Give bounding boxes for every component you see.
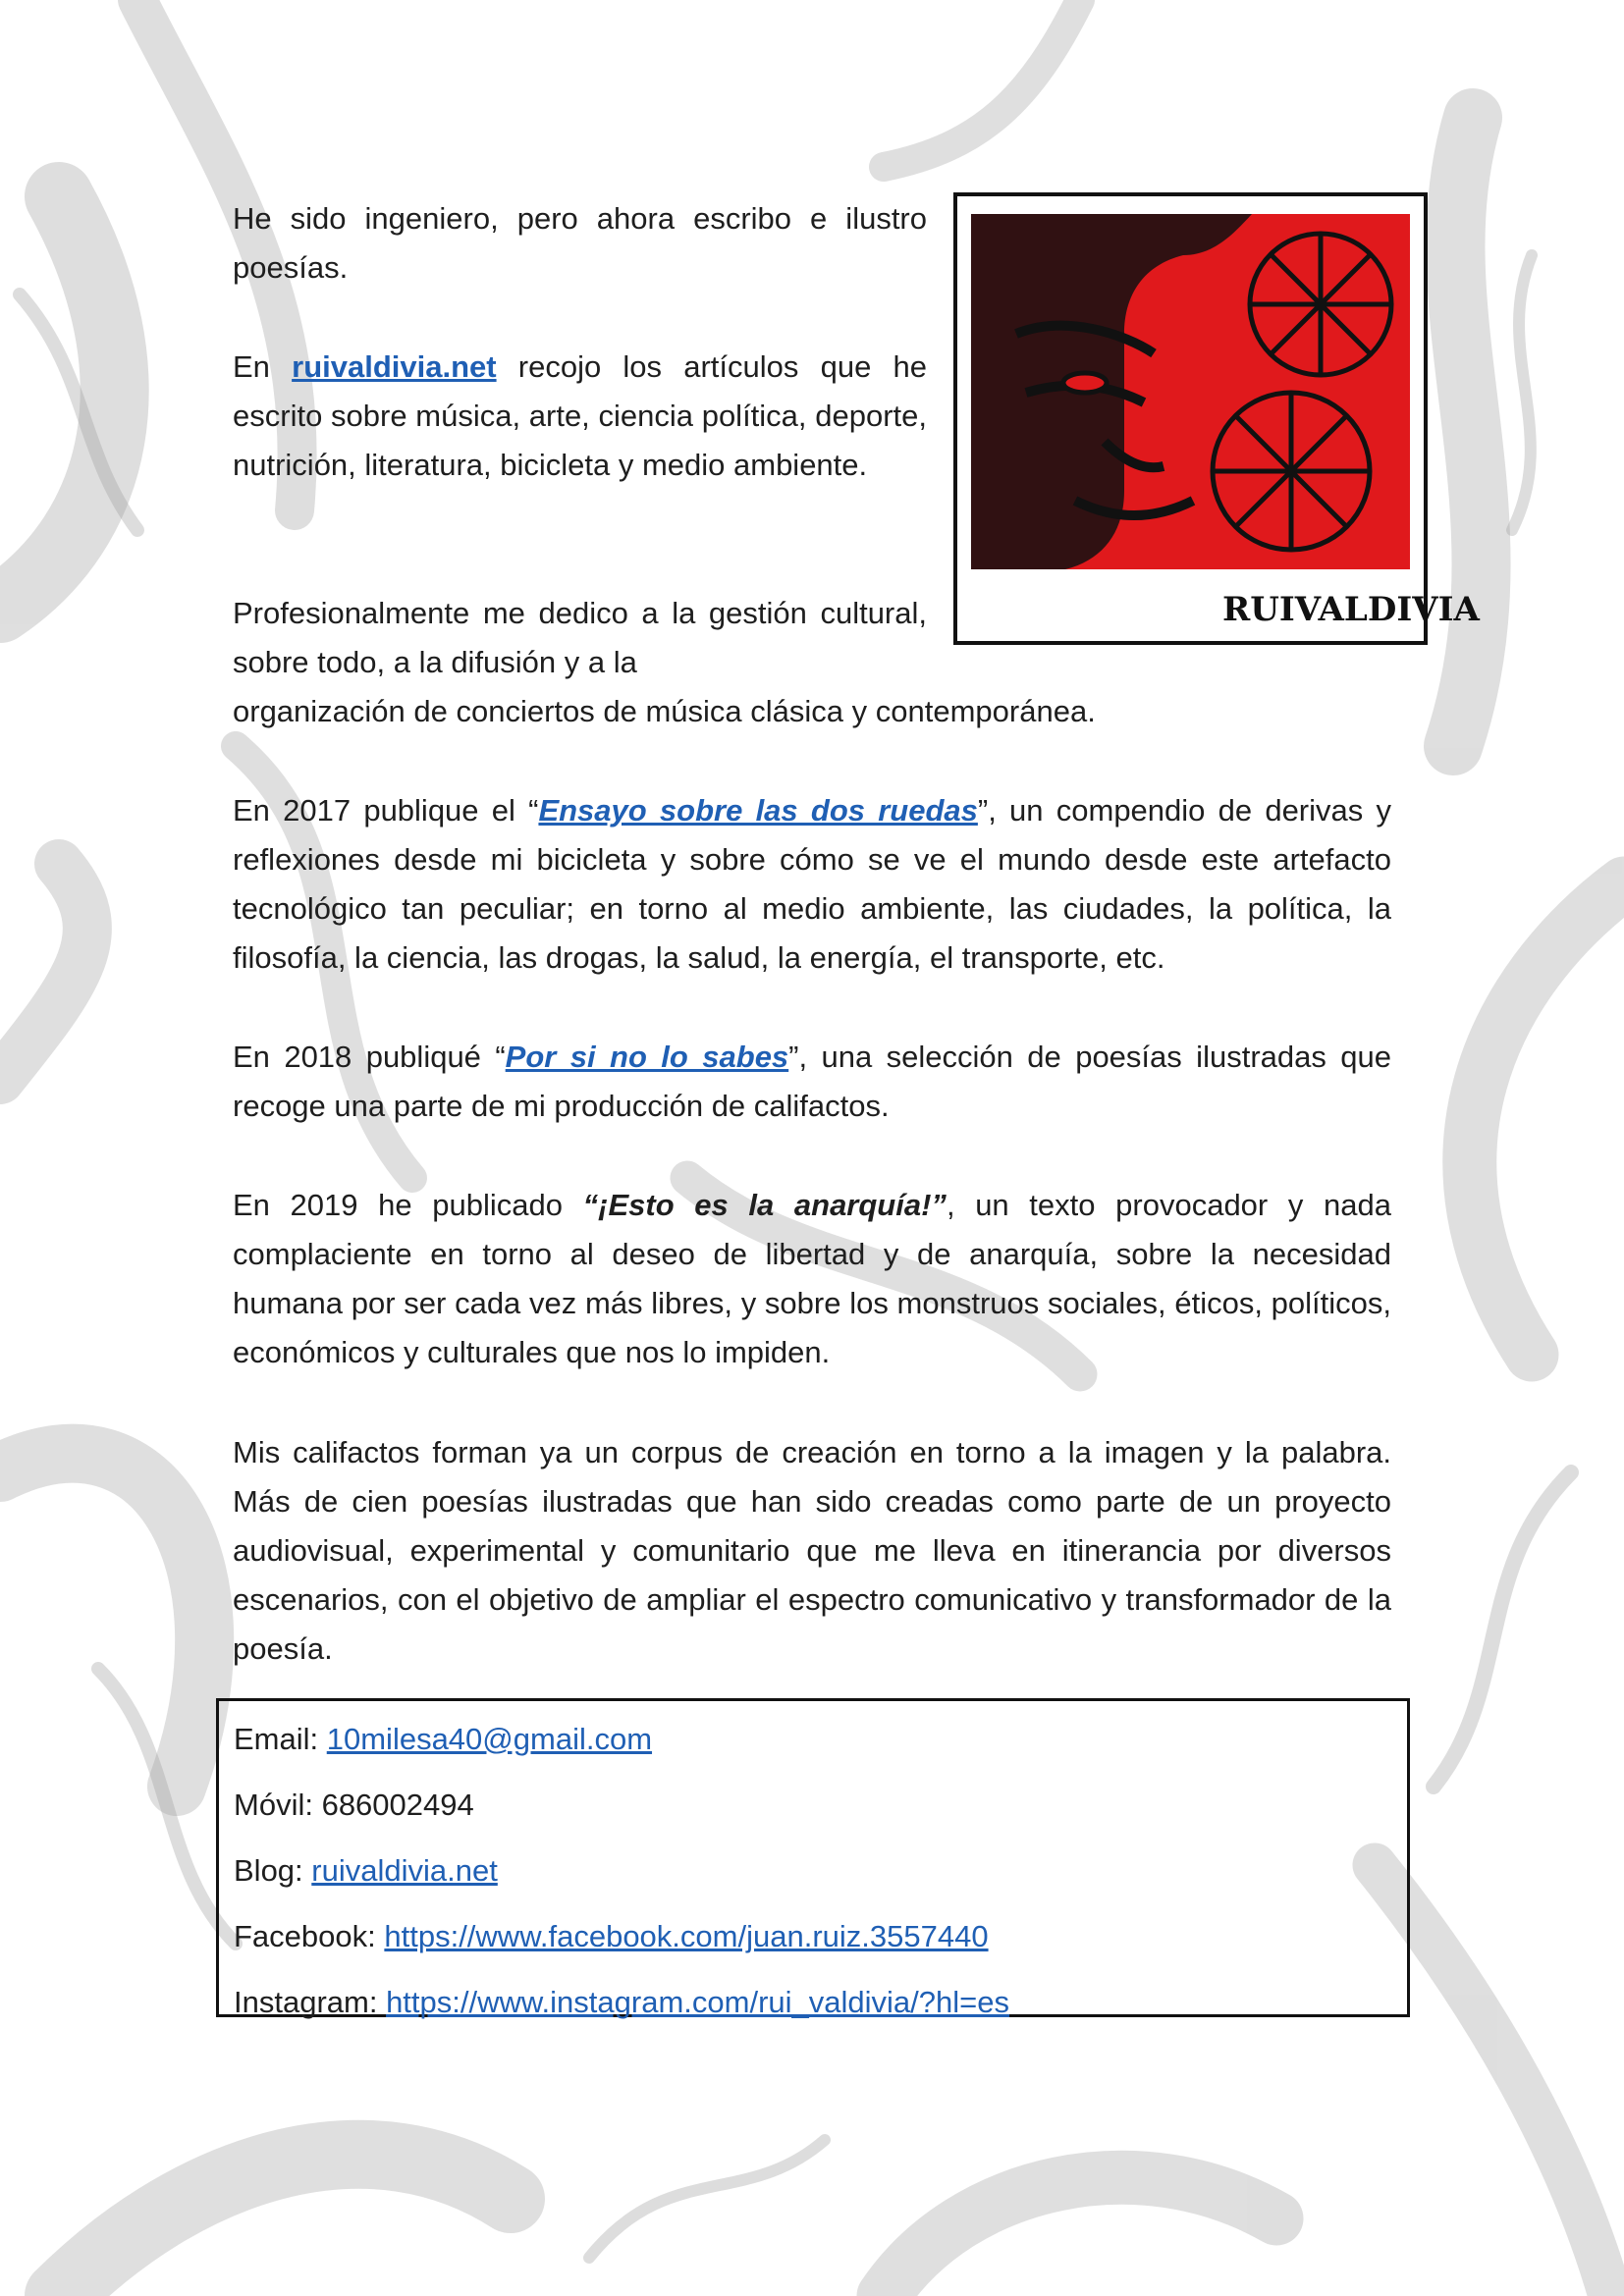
logo-signature: RUIVALDIVIA: [1222, 590, 1480, 629]
email-link[interactable]: 10milesa40@gmail.com: [326, 1722, 653, 1756]
contact-instagram: Instagram: https://www.instagram.com/rui_valdivia/?hl=es: [234, 1985, 1009, 2019]
contact-blog: Blog: ruivaldivia.net: [234, 1853, 498, 1888]
paragraph-book-2019: En 2019 he publicado “¡Esto es la anarquía!”, un texto provocador y nada complaciente en torno al deseo de libertad y de anarquía, sobre la necesidad humana por ser cada vez más libres, y sobre los monstruos sociales, éticos, políticos, económicos y culturales que nos lo impiden.: [233, 1188, 1391, 1369]
contact-facebook: Facebook: https://www.facebook.com/juan.ruiz.3557440: [234, 1919, 989, 1953]
book-2019-title: “¡Esto es la anarquía!”: [582, 1188, 947, 1222]
paragraph-blog: En ruivaldivia.net recojo los artículos que he escrito sobre música, arte, ciencia política, deporte, nutrición, literatura, bicicleta y medio ambiente.: [233, 349, 927, 482]
paragraph-book-2017: En 2017 publique el “Ensayo sobre las dos ruedas”, un compendio de derivas y reflexiones desde mi bicicleta y sobre cómo se ve el mundo desde este artefacto tecnológico tan peculiar; en torno al medio ambiente, las ciudades, la política, la filosofía, la ciencia, las drogas, la salud, la energía, el transporte, etc.: [233, 793, 1391, 975]
blog-link[interactable]: ruivaldivia.net: [292, 349, 497, 384]
instagram-link[interactable]: https://www.instagram.com/rui_valdivia/?hl=es: [386, 1985, 1009, 2019]
logo-wheel-top: [1250, 234, 1391, 375]
mobile-number: 686002494: [321, 1788, 474, 1822]
paragraph-intro: He sido ingeniero, pero ahora escribo e ilustro poesías.: [233, 201, 927, 285]
ruivaldivia-logo: [953, 192, 1480, 645]
contact-email: Email: 10milesa40@gmail.com: [234, 1722, 653, 1756]
paragraph-califactos: Mis califactos forman ya un corpus de creación en torno a la imagen y la palabra. Más de cien poesías ilustradas que han sido creadas como parte de un proyecto audiovisual, experimental y comunitario que me lleva en itinerancia por diversos escenarios, con el objetivo de ampliar el espectro comunicativo y transformador de la poesía.: [233, 1435, 1391, 1666]
contact-box: [216, 1698, 1410, 2017]
paragraph-profession-a: Profesionalmente me dedico a la gestión cultural, sobre todo, a la difusión y a la: [233, 596, 927, 679]
contact-mobile: Móvil: 686002494: [234, 1788, 474, 1822]
blog-contact-link[interactable]: ruivaldivia.net: [311, 1853, 498, 1888]
logo-illustration: [957, 196, 1480, 641]
book-2017-link[interactable]: Ensayo sobre las dos ruedas: [538, 793, 978, 828]
paragraph-profession-b: organización de conciertos de música clásica y contemporánea.: [233, 694, 1096, 728]
logo-wheel-bottom: [1213, 393, 1370, 550]
facebook-link[interactable]: https://www.facebook.com/juan.ruiz.3557440: [384, 1919, 989, 1953]
paragraph-book-2018: En 2018 publiqué “Por si no lo sabes”, una selección de poesías ilustradas que recoge una parte de mi producción de califactos.: [233, 1040, 1391, 1123]
book-2018-link[interactable]: Por si no lo sabes: [505, 1040, 789, 1074]
